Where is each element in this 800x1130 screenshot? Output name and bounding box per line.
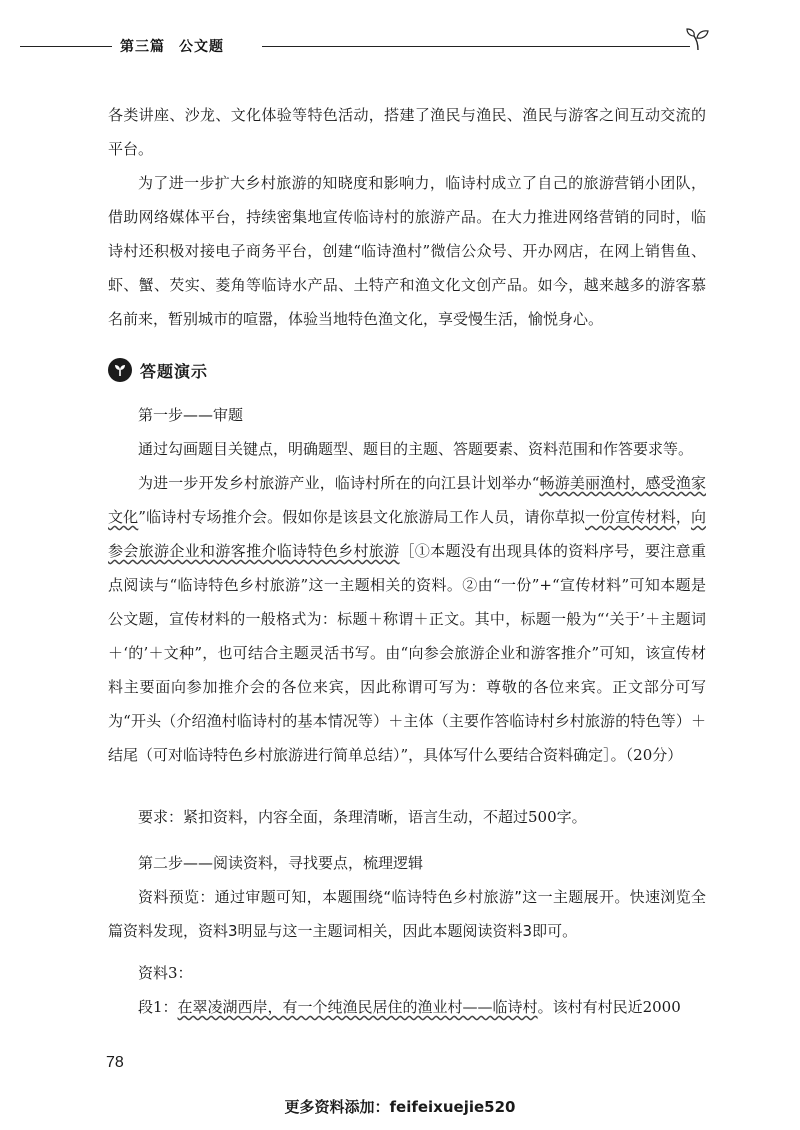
- question-underline-material: 一份宣传材料: [585, 508, 676, 526]
- step-2-heading: 第二步——阅读资料，寻找要点，梳理逻辑: [138, 854, 424, 872]
- paragraph-1: 各类讲座、沙龙、文化体验等特色活动，搭建了渔民与渔民、渔民与游客之间互动交流的平台。: [108, 106, 706, 158]
- question-text-b: ”临诗村专场推介会。假如你是该县文化旅游局工作人员，请你草拟: [138, 508, 586, 526]
- footer-note: 更多资料添加：feifeixuejie520: [284, 1098, 516, 1116]
- section-header: [108, 356, 208, 384]
- paragraph-preview: 资料预览：通过审题可知，本题围绕“临诗特色乡村旅游”这一主题展开。快速浏览全篇资料发现，资料3明显与这一主题词相关，因此本题阅读资料3即可。: [108, 888, 706, 940]
- material-label: 资料3：: [138, 964, 193, 982]
- question-text-a: 为进一步开发乡村旅游产业，临诗村所在的向江县计划举办“: [138, 474, 540, 492]
- para1-prefix: 段1：: [138, 998, 178, 1016]
- question-paragraph: [108, 466, 706, 772]
- running-header: [120, 36, 224, 56]
- section-title: 答题演示: [140, 361, 209, 381]
- header-rule-right: [262, 46, 690, 47]
- header-rule-left: [20, 46, 112, 47]
- question-text-d: ［①本题没有出现具体的资料序号，要注意重点阅读与“临诗特色乡村旅游”这一主题相关的资料。②由“一份”+“宣传材料”可知本题是公文题，宣传材料的一般格式为：标题＋称谓＋正文。其中，标题一般为“‘关于’＋主题词＋‘的’＋文种”，也可结合主题灵活书写。由“向参会旅游企业和游客推介”可知，该宣传材料主要面向参加推介会的各位来宾，因此称谓可写为：尊敬的各位来宾。正文部分可写为“开头（介绍渔村临诗村的基本情况等）＋主体（主要作答临诗村乡村旅游的特色等）＋结尾（可对临诗特色乡村旅游进行简单总结）”，具体写什么要结合资料确定］。（20分）: [108, 542, 706, 764]
- material-paragraph-1: [108, 990, 706, 1024]
- header-part: 第三篇: [120, 39, 165, 55]
- sprout-icon: [684, 26, 712, 52]
- header-topic: 公文题: [179, 39, 224, 55]
- paragraph-3: 通过勾画题目关键点，明确题型、题目的主题、答题要素、资料范围和作答要求等。: [138, 440, 694, 458]
- section-sprout-icon: [108, 358, 132, 382]
- paragraph-2: 为了进一步扩大乡村旅游的知晓度和影响力，临诗村成立了自己的旅游营销小团队，借助网络媒体平台，持续密集地宣传临诗村的旅游产品。在大力推进网络营销的同时，临诗村还积极对接电子商务平台，创建“临诗渔村”微信公众号、开办网店，在网上销售鱼、虾、蟹、芡实、菱角等临诗水产品、土特产和渔文化文创产品。如今，越来越多的游客慕名前来，暂别城市的喧嚣，体验当地特色渔文化，享受慢生活，愉悦身心。: [108, 174, 706, 328]
- para1-underline: 在翠凌湖西岸，有一个纯渔民居住的渔业村——临诗村: [177, 998, 538, 1016]
- para1-suffix: 。该村有村民近2000: [537, 998, 681, 1016]
- question-underline-target: 向参会旅游企业和游客推介临诗特色乡村旅游: [108, 508, 706, 560]
- question-text-c: ，: [675, 508, 691, 526]
- question-underline-theme: 畅游美丽渔村，感受渔家文化: [108, 474, 706, 526]
- page-number: 78: [106, 1054, 124, 1071]
- requirement-line: 要求：紧扣资料，内容全面，条理清晰，语言生动，不超过500字。: [138, 808, 587, 826]
- step-1-heading: 第一步——审题: [138, 406, 244, 424]
